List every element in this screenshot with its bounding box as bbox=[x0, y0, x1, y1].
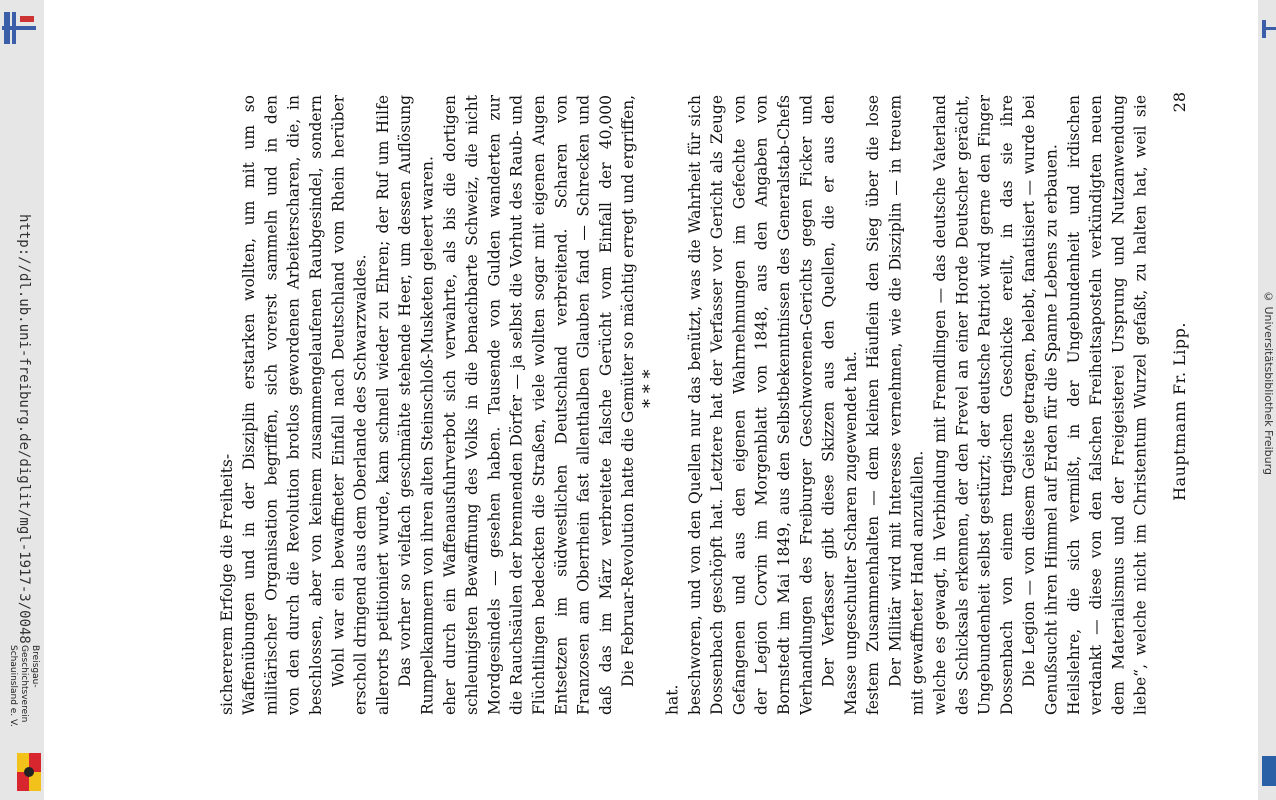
schauinsland-crest-icon bbox=[16, 752, 42, 792]
paragraph: Wohl war ein bewaffneter Einfall nach Deutschland vom Rhein herüber beschlossen, aber von keinem zusammengelaufenen Raubgesindel, sondern von den durch die Revolution brotlos gewordenen Arbeiterscharen, die, in militärischer Organisation begriffen, sich vorerst sammeln und in den Waffenübungen und in der Disziplin erstarken wollten, um mit um so sichererem Erfolge die Freiheits- bbox=[217, 95, 348, 715]
running-title: Hauptmann Fr. Lipp. bbox=[1170, 322, 1189, 501]
ub-freiburg-logo-icon bbox=[2, 8, 36, 48]
publisher-label: Breisgau-Geschichtsverein Schauinsland e. V. bbox=[8, 645, 40, 727]
viewer-right-margin bbox=[1258, 0, 1276, 800]
paragraph: Die Legion — von diesem Geiste getragen, belebt, fanatisiert — wurde bei Dossenbach von einem tragischen Geschicke ereilt, in das sie ihre Ungebundenheit selbst gestürzt; der deutsche Patriot wird gerne den Finger des Schicksals erkennen, der den Frevel an einer Horde Deutscher gerächt, welche es gewagt, in Verbindung mit Fremdlingen — das deutsche Vaterland mit gewaffneter Hand anzufallen. bbox=[908, 95, 1039, 715]
document-url[interactable]: http://dl.ub.uni-freiburg.de/diglit/mgl-1917-3/0048 bbox=[16, 214, 32, 644]
paragraph: Der Militär wird mit Interesse vernehmen, wie die Disziplin — in treuem festem Zusammenhalten — dem kleinen Häuflein den Sieg über die lose Masse ungeschulter Scharen zugewendet hat. bbox=[841, 95, 905, 715]
paragraph: Die Februar-Revolution hatte die Gemüter so mächtig erregt und ergriffen, daß das im März verbreitete falsche Gerücht vom Einfall der 40,000 Franzosen am Oberrhein fast allenthalben Glauben fand — Schrecken und Entsetzen im südwestlichen Deutschland verbreitend. Scharen von Flüchtlingen bedeckten die Straßen, viele wollten sogar mit eigenen Augen die Rauchsäulen der brennenden Dörfer — ja selbst die Vorhut des Raub- und Mordgesindels — gesehen haben. Tausende von Gulden wanderten zur schleunigsten Bewaffnung des Volks in die benachbarte Schweiz, die nicht eher durch ein Waffenausfuhrverbot sich verwahrte, als bis die dortigen Rumpelkammern von ihren alten Steinschloß-Musketen geleert waren. bbox=[418, 95, 638, 715]
page-body-text bbox=[212, 95, 1152, 715]
schauinsland-crest-icon bbox=[1262, 756, 1276, 786]
copyright-notice: © Universitätsbibliothek Freiburg bbox=[1262, 290, 1275, 475]
ub-freiburg-logo-icon bbox=[1262, 18, 1276, 40]
document-page bbox=[44, 0, 1258, 800]
section-separator: * * * bbox=[639, 369, 661, 409]
page-number: 28 bbox=[1170, 92, 1189, 113]
paragraph: Das vorher so vielfach geschmähte stehende Heer, um dessen Auflösung allerorts petitioniert wurde, kam schnell wieder zu Ehren; der Ruf um Hilfe erscholl dringend aus dem Oberlande des Schwarzwaldes. bbox=[351, 95, 415, 715]
viewer-left-margin bbox=[0, 0, 44, 800]
paragraph: Der Verfasser gibt diese Skizzen aus den Quellen, die er aus den Verhandlungen des Freiburger Geschworenen-Gerichts gegen Ficker und Bornstedt im Mai 1849, aus den Selbstbekenntnissen des Generalstab-Chefs der Legion Corvin im Morgenblatt von 1848, aus den Angaben von Gefangenen und aus den eigenen Wahrnehmungen im Gefechte von Dossenbach geschöpft hat. Letztere hat der Verfasser vor Gericht als Zeuge beschworen, und von den Quellen nur das benützt, was die Wahrheit für sich hat. bbox=[663, 95, 838, 715]
paragraph: liebe“, welche nicht im Christentum Wurzel gefaßt, zu halten hat, weil sie dem Materialismus und der Freigeisterei Ursprung und Nutzanwendung verdankt — diese von den falschen Freiheitsaposteln verkündigten neuen Heilslehre, die sich vermißt, in der Ungebundenheit und irdischen Genußsucht ihren Himmel auf Erden für die Spanne Lebens zu erbauen. bbox=[1042, 95, 1150, 715]
